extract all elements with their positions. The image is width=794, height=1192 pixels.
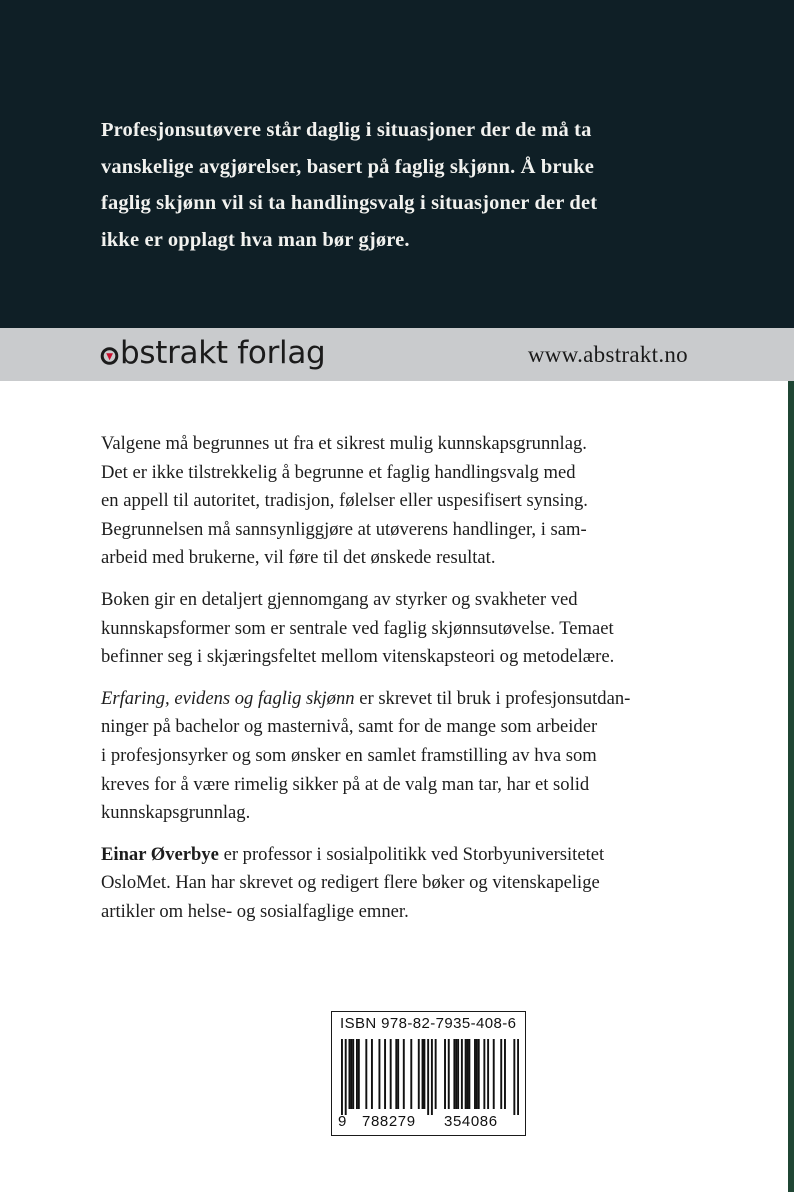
top-panel xyxy=(0,0,794,328)
paragraph-author xyxy=(101,841,721,927)
text-line: kreves for å være rimelig sikker på at de valg man tar, har et solid xyxy=(101,773,590,795)
text-line: Boken gir en detaljert gjennomgang av styrker og svakheter ved xyxy=(101,588,578,610)
text-line: Det er ikke tilstrekkelig å begrunne et faglig handlingsvalg med xyxy=(101,461,576,483)
barcode-digits xyxy=(338,1113,520,1133)
abstrakt-logo-mark-icon xyxy=(100,345,119,367)
barcode-guard-bar xyxy=(345,1039,347,1115)
barcode-bar xyxy=(465,1039,467,1109)
website-url: www.abstrakt.no xyxy=(527,342,688,367)
edge-stripe xyxy=(788,381,794,1192)
publisher-logo xyxy=(100,331,325,375)
barcode-bar xyxy=(384,1039,386,1109)
text-line xyxy=(101,841,721,870)
barcode-bar xyxy=(467,1039,469,1109)
barcode-bar xyxy=(397,1039,399,1109)
book-title: Erfaring, evidens og faglig skjønn xyxy=(101,687,355,709)
barcode-bar xyxy=(365,1039,367,1109)
barcode-bar xyxy=(444,1039,446,1109)
barcode-bars xyxy=(341,1039,519,1115)
barcode-bar xyxy=(348,1039,350,1109)
top-blurb-line: ikke er opplagt hva man bør gjøre. xyxy=(101,228,410,251)
barcode-bar xyxy=(476,1039,478,1109)
text-line: befinner seg i skjæringsfeltet mellom vitenskapsteori og metodelære. xyxy=(101,646,615,668)
text-line: ninger på bachelor og masternivå, samt for de mange som arbeider xyxy=(101,716,598,738)
barcode-bar xyxy=(487,1039,489,1109)
barcode-bar xyxy=(422,1039,424,1109)
barcode-bar xyxy=(457,1039,459,1109)
text-line: kunnskapsformer som er sentrale ved faglig skjønnsutøvelse. Temaet xyxy=(101,617,614,639)
isbn-label: ISBN 978-82-7935-408-6 xyxy=(340,1015,517,1032)
barcode-guard-bar xyxy=(431,1039,433,1115)
paragraph-content xyxy=(101,586,721,672)
barcode-bar xyxy=(478,1039,480,1109)
text-line: Valgene må begrunnes ut fra et sikrest mulig kunnskapsgrunnlag. xyxy=(101,433,587,454)
barcode-digits-left: 788279 xyxy=(362,1113,416,1130)
barcode-bar xyxy=(504,1039,506,1109)
barcode-bar xyxy=(410,1039,412,1109)
barcode-bar xyxy=(356,1039,358,1109)
barcode-digits-right: 354086 xyxy=(444,1113,498,1130)
paragraph-justification xyxy=(101,430,721,573)
top-blurb-line: Profesjonsutøvere står daglig i situasjoner der de må ta xyxy=(101,119,592,141)
text-line: en appell til autoritet, tradisjon, følelser eller uspesifisert synsing. xyxy=(101,490,588,512)
barcode-bar xyxy=(423,1039,425,1109)
text-line: kunnskapsgrunnlag. xyxy=(101,802,251,824)
barcode-lead-digit: 9 xyxy=(338,1113,347,1130)
paragraph-audience xyxy=(101,685,721,828)
text-line: artikler om helse- og sosialfaglige emner. xyxy=(101,900,409,922)
barcode-bar xyxy=(350,1039,352,1109)
back-cover-body xyxy=(101,430,721,940)
barcode-guard-bar xyxy=(341,1039,343,1115)
barcode-bar xyxy=(418,1039,420,1109)
top-blurb-line: vanskelige avgjørelser, basert på faglig skjønn. Å bruke xyxy=(101,155,595,178)
text-fragment: er professor i sosialpolitikk ved Storbyuniversitetet xyxy=(218,843,605,865)
text-fragment: er skrevet til bruk i profesjonsutdan- xyxy=(354,687,631,709)
barcode-guard-bar xyxy=(517,1039,519,1115)
top-blurb xyxy=(101,112,711,258)
barcode-bar xyxy=(474,1039,476,1109)
barcode-bar xyxy=(403,1039,405,1109)
text-line: arbeid med brukerne, vil føre til det ønskede resultat. xyxy=(101,547,496,569)
barcode-guard-bar xyxy=(427,1039,429,1115)
barcode-guard-bar xyxy=(513,1039,515,1115)
barcode-bar xyxy=(352,1039,354,1109)
barcode-bar xyxy=(455,1039,457,1109)
barcode-bar xyxy=(435,1039,437,1109)
barcode-bar xyxy=(468,1039,470,1109)
author-name: Einar Øverbye xyxy=(101,843,219,865)
barcode-bar xyxy=(461,1039,463,1109)
isbn-barcode xyxy=(331,1011,526,1136)
barcode-bar xyxy=(448,1039,450,1109)
barcode-bar xyxy=(358,1039,360,1109)
barcode-bar xyxy=(371,1039,373,1109)
top-blurb-line: faglig skjønn vil si ta handlingsvalg i situasjoner der det xyxy=(101,192,598,214)
barcode-bar xyxy=(493,1039,495,1109)
barcode-bar xyxy=(500,1039,502,1109)
publisher-name: bstrakt forlag xyxy=(120,335,326,371)
barcode-bar xyxy=(378,1039,380,1109)
text-line xyxy=(101,685,721,714)
barcode-bar xyxy=(390,1039,392,1109)
text-line: Begrunnelsen må sannsynliggjøre at utøverens handlinger, i sam- xyxy=(101,518,587,540)
barcode-bar xyxy=(453,1039,455,1109)
barcode-bar xyxy=(395,1039,397,1109)
text-line: OsloMet. Han har skrevet og redigert flere bøker og vitenskapelige xyxy=(101,872,600,894)
barcode-bar xyxy=(483,1039,485,1109)
text-line: i profesjonsyrker og som ønsker en samlet framstilling av hva som xyxy=(101,744,597,766)
